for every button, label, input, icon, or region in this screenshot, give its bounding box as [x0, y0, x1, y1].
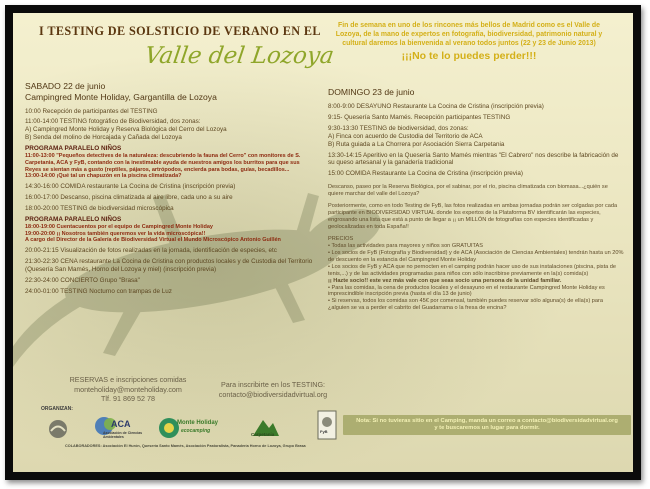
monte-holiday-logo: Monte Holiday	[177, 420, 219, 426]
accommodation-note	[343, 415, 631, 435]
saturday-day: SABADO 22 de junio	[25, 81, 106, 91]
monte-holiday-subtitle: ecocamping	[181, 428, 211, 434]
price-item: • Para las comidas, la cena de productos locales y el desayuno en el restaurante Campingred Monte Holiday es imprescindible inscripción previa (hasta el día 13 de junio)	[328, 285, 624, 299]
schedule-item: 21:30-22:30 CENA restaurante La Cocina de Cristina con productos locales y de Custodia del Territorio (Quesería San Mamés, Horno del Lozoya y miel) (inscripción previa)	[25, 258, 313, 274]
intro-call-to-action: ¡¡¡No te lo puedes perder!!!	[401, 49, 537, 62]
saturday-program	[25, 81, 313, 296]
collaborators-line: COLABORADORES: Asociación El Hurón, Quesería Santo Mamés, Asociación Pastoralista, Panadería Horno de Lozoya, Grupo Brasa	[65, 444, 306, 448]
schedule-item: 20:00-21:15 Visualización de fotos realizadas en la jornada, identificación de especies, etc	[25, 247, 277, 255]
intro-text: Fin de semana en uno de los rincones más bellos de Madrid como es el Valle de Lozoya, de la mano de expertos en fotografía, biodiversidad, patrimonio natural y cultural daremos la bienvenida al verano todos juntos (22 y 23 de Junio 2013)	[335, 22, 603, 48]
logo-strip	[41, 406, 361, 461]
kids-program-heading: PROGRAMA PARALELO NIÑOS	[25, 145, 122, 153]
kids-program-item: 13:00-14:00 ¡Qué tal un chapuzón en la piscina climatizada?	[25, 173, 182, 180]
note-line-1: Nota: Si no tuvieras sitio en el Camping, manda un correo a contacto@biodiversidadvirtual.org	[356, 418, 618, 424]
kids-program-item: 18:00-19:00 Cuentacuentos por el equipo de Campingred Monte Holiday	[25, 223, 213, 230]
event-poster	[13, 13, 633, 472]
schedule-item: 9:15- Quesería Santo Mamés. Recepción participantes TESTING	[328, 113, 511, 121]
sunday-program	[328, 87, 624, 312]
schedule-item: 10:00 Recepción de participantes del TESTING	[25, 107, 158, 115]
schedule-item: 8:00-9:00 DESAYUNO Restaurante La Cocina de Cristina (inscripción previa)	[328, 103, 544, 110]
carpetania-logo: Carpetania	[251, 432, 275, 437]
reservations-phone: Tlf. 91 869 52 78	[101, 394, 155, 404]
saturday-place: Campingred Monte Holiday, Gargantilla de Lozoya	[25, 91, 217, 102]
poster-script-title: Valle del Lozoya	[143, 43, 336, 69]
schedule-item: B) Senda del molino de Horcajada y Cañada del Lozoya	[25, 134, 182, 142]
schedule-item: 24:00-01:00 TESTING Nocturno con trampas de Luz	[25, 287, 172, 295]
kids-program-heading: PROGRAMA PARALELO NIÑOS	[25, 215, 122, 223]
schedule-item: 22:30-24:00 CONCIERTO Grupo "Brasa"	[25, 276, 140, 284]
testing-contact-email[interactable]: contacto@biodiversidadvirtual.org	[218, 389, 328, 399]
price-item: • Todas las actividades para mayores y niños son GRATUITAS	[328, 243, 624, 250]
schedule-item: 9:30-13:30 TESTING de biodiversidad, dos zonas:	[328, 124, 469, 132]
schedule-item: 11:00-14:00 TESTING fotográfico de Biodiversidad, dos zonas:	[25, 118, 201, 126]
schedule-item: B) Ruta guiada a La Chorrera por Asociación Sierra Carpetania	[328, 140, 505, 148]
kids-program-item: 19:00-20:00 ¡¡ Nosotros también queremos ver la vida microscópica!!	[25, 230, 206, 237]
organizers-label: ORGANIZAN:	[41, 406, 73, 412]
sunday-day: DOMINGO 23 de junio	[328, 87, 415, 97]
price-item: • Si reservas, todos los comidas son 45€ por comensal, también puedes reservar sólo alguna(s) de ella(s) para ¿alguien se va a perder el cabrito del Guadarrama o la fresa de encina?	[328, 298, 624, 312]
kids-program-item: 11:00-13:00 "Pequeños detectives de la naturaleza: descubriendo la fauna del Cerro" con monitores de S. Carpetania, ACA y FyB, contando con la inestimable ayuda de nuestros amigos los burritos para que sus Reyes se sientan más a gusto (reptiles, pájaros, artrópodos, encierda para bodas, guías, becadillos...	[25, 153, 301, 173]
aca-subtitle: Asociación de Ciencias Ambientales	[103, 431, 143, 439]
testing-contact-label: Para inscribirte en los TESTING:	[220, 380, 326, 389]
price-item: ¡¡ Hazte socio!! este vez más vale con que seas socio una persona de la unidad familiar.	[328, 277, 562, 284]
note-line-2: y te buscaremos un lugar para dormir.	[434, 425, 540, 432]
price-item: • Los socios de FyB y ACA que no pernocten en el camping podrán hacer uso de sus instalaciones (piscina, pista de tenis,...) y de las actividades programadas para niños con sólo inscribirse previamente en la(s) comida(s)	[328, 264, 624, 278]
schedule-item: A) Campingred Monte Holiday y Reserva Biológica del Cerro del Lozoya	[25, 126, 227, 134]
prices-heading: PRECIOS	[328, 236, 354, 243]
reservations-email[interactable]: monteholiday@monteholiday.com	[74, 384, 182, 394]
fyb-logo: FyB	[320, 429, 328, 434]
schedule-item: 14:30-16:00 COMIDA restaurante La Cocina de Cristina (inscripción previa)	[25, 183, 236, 191]
poster-title: I TESTING DE SOLSTICIO DE VERANO EN EL	[39, 24, 321, 38]
reservations-label: RESERVAS e inscripciones comidas	[69, 375, 187, 384]
schedule-item: A) Finca con acuerdo de Custodia del Territorio de ACA	[328, 132, 483, 140]
huron-logo	[45, 418, 71, 440]
schedule-item: 18:00-20:00 TESTING de biodiversidad microscópica	[25, 205, 174, 213]
sunday-afternoon-text: Descanso, paseo por la Reserva Biológica, por el sabinar, por el río, piscina climatizada con biomasa...¿quién se quiere marchar del valle del Lozoya?	[328, 183, 608, 197]
testing-contact	[188, 380, 358, 399]
intro-block	[333, 21, 605, 63]
schedule-item: 15:00 COMIDA Restaurante La Cocina de Cristina (inscripción previa)	[328, 170, 523, 178]
kids-program-item: A cargo del Director de la Galería de Biodiversidad Virtual el Mundo Microscópico Antonio Guillén	[25, 237, 281, 244]
schedule-item: 16:00-17:00 Descanso, piscina climatizada al aire libre, cada uno a su aire	[25, 194, 233, 202]
price-item: • Los socios de FyB (Fotografía y Biodiversidad) y de ACA (Asociación de Ciencias Ambientales) tendrán hasta un 20% de descuento en la estancia del Campingred Monte Holiday	[328, 250, 624, 264]
photo-upload-text: Posteriormente, como en todo Testing de FyB, las fotos realizadas en ambas jornadas podrán ser colgadas por cada participante en BIODIVERSIDAD VIRTUAL donde los expertos de la Plataforma BV identificarán las especies, engrosando una lista que está a punto de llegar a ¡¡ un MILLÓN de fotografías con especies identificadas y geolocalizadas en toda España!!	[328, 203, 618, 230]
schedule-item: 13:30-14:15 Aperitivo en la Quesería Santo Mamés mientras "El Cabrero" nos describe la fabricación de su queso artesanal y la ganadería tradicional	[328, 151, 619, 167]
fyb-logo-icon	[317, 410, 337, 440]
aca-logo: ACA	[111, 419, 131, 429]
